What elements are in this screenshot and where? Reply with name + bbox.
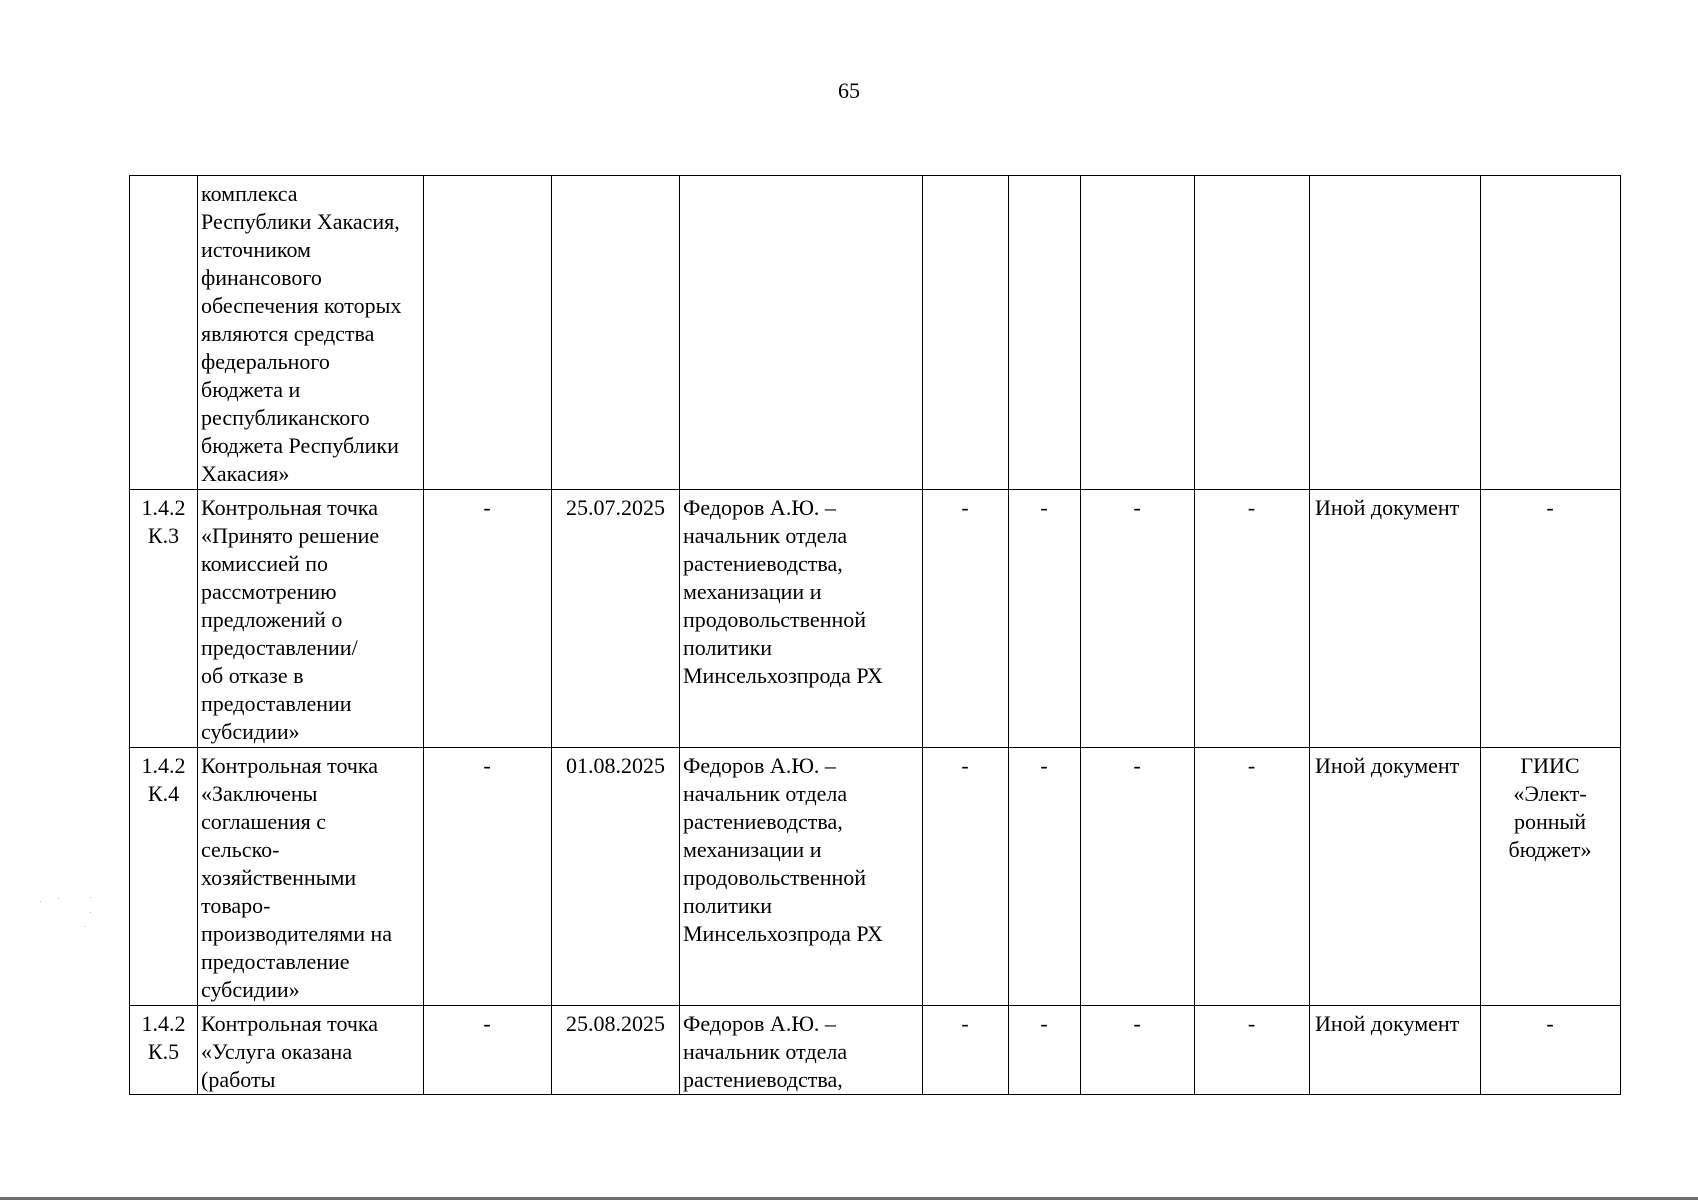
table-row (130, 748, 1621, 1006)
control-points-table (129, 175, 1621, 1095)
row-date-cell: 25.07.2025 (552, 490, 680, 748)
row-col6-cell: - (923, 490, 1009, 748)
row-col6-cell: - (923, 1006, 1009, 1095)
row-col3-cell: - (424, 1006, 552, 1095)
row-responsible-cell: Федоров А.Ю. – начальник отдела растениеводства, механизации и продовольственной политики Минсельхозпрода РХ (680, 748, 923, 1006)
row-col3-cell: - (424, 748, 552, 1006)
scan-speck (90, 912, 91, 913)
row-responsible-cell: Федоров А.Ю. – начальник отдела растениеводства, (680, 1006, 923, 1095)
row-col7-cell: - (1009, 1006, 1081, 1095)
row-document-cell: Иной документ (1310, 748, 1481, 1006)
scan-speck (84, 926, 85, 927)
row-date-cell: 25.08.2025 (552, 1006, 680, 1095)
table-row (130, 490, 1621, 748)
row-number-cell: 1.4.2 К.4 (130, 748, 198, 1006)
row-number-cell: 1.4.2 К.3 (130, 490, 198, 748)
row-document-cell: Иной документ (1310, 1006, 1481, 1095)
row-col9-cell (1195, 176, 1310, 490)
row-date-cell: 01.08.2025 (552, 748, 680, 1006)
row-col8-cell: - (1081, 1006, 1195, 1095)
row-name-cell: комплекса Республики Хакасия, источником финансового обеспечения которых являются средства федерального бюджета и республиканского бюджета Республики Хакасия» (198, 176, 424, 490)
row-date-cell (552, 176, 680, 490)
row-name-cell: Контрольная точка «Заключены соглашения с сельско- хозяйственными товаро- производителями на предоставление субсидии» (198, 748, 424, 1006)
row-col3-cell (424, 176, 552, 490)
row-system-cell: - (1481, 490, 1621, 748)
row-col8-cell: - (1081, 490, 1195, 748)
row-col6-cell (923, 176, 1009, 490)
scan-speck (90, 897, 91, 898)
row-col8-cell (1081, 176, 1195, 490)
row-document-cell: Иной документ (1310, 490, 1481, 748)
row-responsible-cell (680, 176, 923, 490)
row-name-cell: Контрольная точка «Услуга оказана (работы (198, 1006, 424, 1095)
row-system-cell (1481, 176, 1621, 490)
row-system-cell: - (1481, 1006, 1621, 1095)
row-responsible-cell: Федоров А.Ю. – начальник отдела растениеводства, механизации и продовольственной политики Минсельхозпрода РХ (680, 490, 923, 748)
row-number-cell: 1.4.2 К.5 (130, 1006, 198, 1095)
row-col6-cell: - (923, 748, 1009, 1006)
scan-speck (40, 901, 41, 902)
row-col3-cell: - (424, 490, 552, 748)
row-document-cell (1310, 176, 1481, 490)
row-name-cell: Контрольная точка «Принято решение комиссией по рассмотрению предложений о предоставлении/ об отказе в предоставлении субсидии» (198, 490, 424, 748)
page-number: 65 (838, 78, 860, 103)
row-col9-cell: - (1195, 490, 1310, 748)
row-col9-cell: - (1195, 1006, 1310, 1095)
row-number-cell (130, 176, 198, 490)
row-col7-cell: - (1009, 490, 1081, 748)
row-col7-cell: - (1009, 748, 1081, 1006)
row-col7-cell (1009, 176, 1081, 490)
scan-speck (58, 898, 59, 899)
row-col9-cell: - (1195, 748, 1310, 1006)
table-row (130, 1006, 1621, 1095)
row-col8-cell: - (1081, 748, 1195, 1006)
table-row (130, 176, 1621, 490)
row-system-cell: ГИИС «Элект- ронный бюджет» (1481, 748, 1621, 1006)
